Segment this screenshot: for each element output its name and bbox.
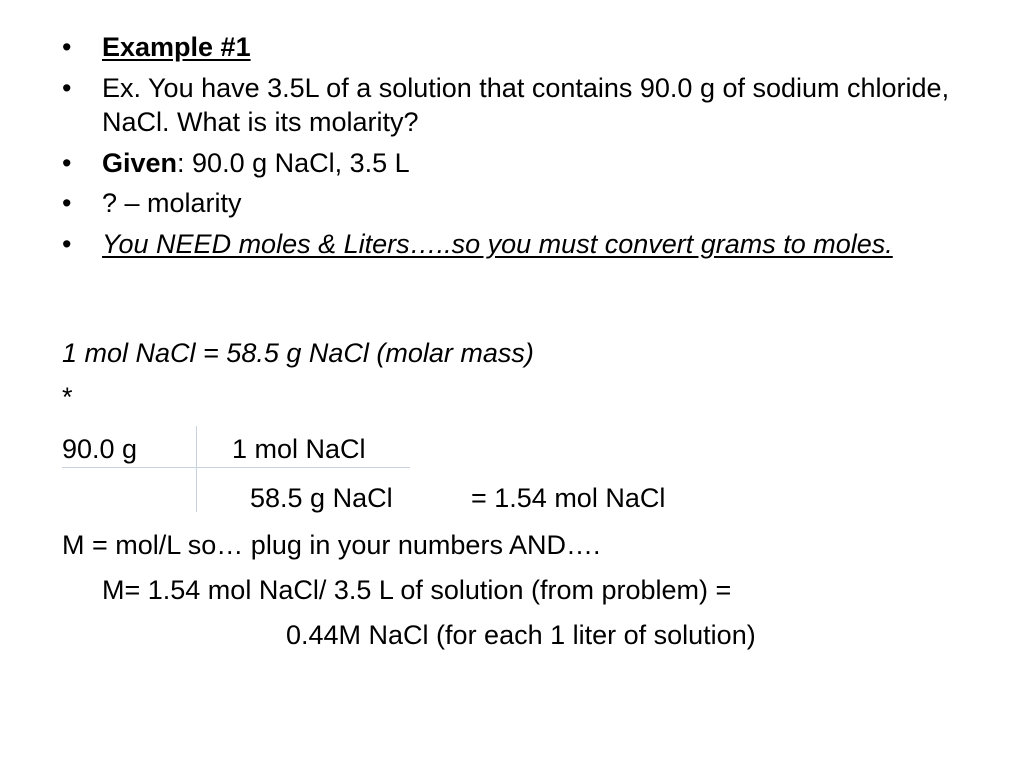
conversion-result: = 1.54 mol NaCl [471,483,666,513]
bullet-dot: • [62,32,72,62]
bullet-unknown [62,186,972,221]
conversion-divider [196,426,197,512]
bullet-dot: • [62,147,72,178]
example-title: Example #1 [102,32,251,62]
bullet-problem [62,71,972,140]
bullet-list [62,30,972,267]
given-label: Given [102,147,178,178]
bullet-dot: • [62,228,72,259]
answer-line: 0.44M NaCl (for each 1 liter of solution) [286,620,756,650]
conversion-fraction-bar [62,467,410,468]
molar-mass-line: 1 mol NaCl = 58.5 g NaCl (molar mass) [62,338,534,368]
calculation-line: M= 1.54 mol NaCl/ 3.5 L of solution (from problem) = [102,575,732,605]
conversion-given: 90.0 g [62,434,138,464]
bullet-given [62,146,972,181]
bullet-dot: • [62,188,72,219]
given-text: : 90.0 g NaCl, 3.5 L [177,147,410,178]
unknown-text: ? – molarity [102,188,242,219]
conversion-numerator: 1 mol NaCl [232,434,366,464]
bullet-hint [62,227,972,262]
problem-text: Ex. You have 3.5L of a solution that contains 90.0 g of sodium chloride, NaCl. What is its molarity? [102,72,950,138]
bullet-dot: • [62,72,72,103]
molarity-formula: M = mol/L so… plug in your numbers AND…. [62,530,601,560]
conversion-denominator: 58.5 g NaCl [250,483,393,513]
hint-text: You NEED moles & Liters…..so you must convert grams to moles. [102,228,893,259]
bullet-example-title [62,30,972,65]
asterisk: * [62,382,73,412]
